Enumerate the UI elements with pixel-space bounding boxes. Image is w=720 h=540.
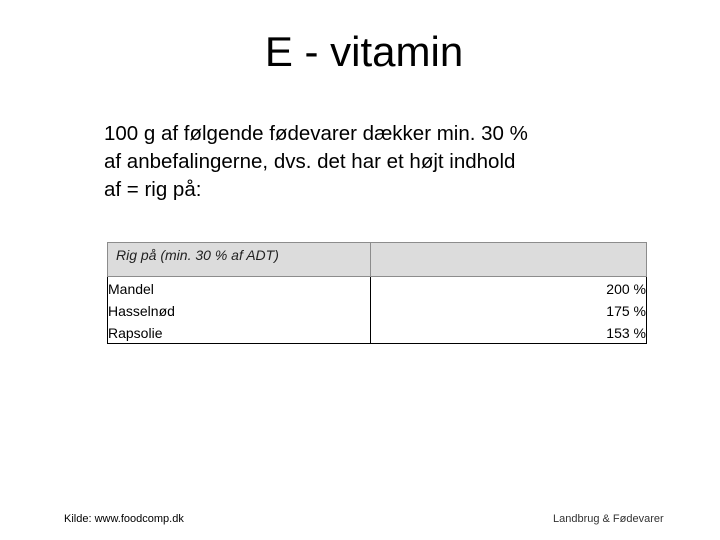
table-row xyxy=(108,321,647,344)
food-value-cell: 200 % xyxy=(371,277,647,300)
table-row xyxy=(108,277,647,300)
food-table xyxy=(107,242,647,344)
intro-text xyxy=(104,120,664,204)
food-name-cell: Hasselnød xyxy=(108,299,371,321)
page-title: E - vitamin xyxy=(264,28,464,75)
table-header-empty-cell xyxy=(371,243,647,277)
table-header-label: Rig på (min. 30 % af ADT) xyxy=(108,243,371,277)
source-note: Kilde: www.foodcomp.dk xyxy=(64,513,184,525)
intro-line: af = rig på: xyxy=(104,178,202,201)
food-name-cell: Mandel xyxy=(108,277,371,300)
brand-footer: Landbrug & Fødevarer xyxy=(553,513,664,525)
table-header-row xyxy=(108,243,647,277)
intro-line: 100 g af følgende fødevarer dækker min. 30 % xyxy=(104,122,528,145)
table-row xyxy=(108,299,647,321)
food-value-cell: 175 % xyxy=(371,299,647,321)
food-value-cell: 153 % xyxy=(371,321,647,344)
food-name-cell: Rapsolie xyxy=(108,321,371,344)
intro-line: af anbefalingerne, dvs. det har et højt indhold xyxy=(104,150,516,173)
